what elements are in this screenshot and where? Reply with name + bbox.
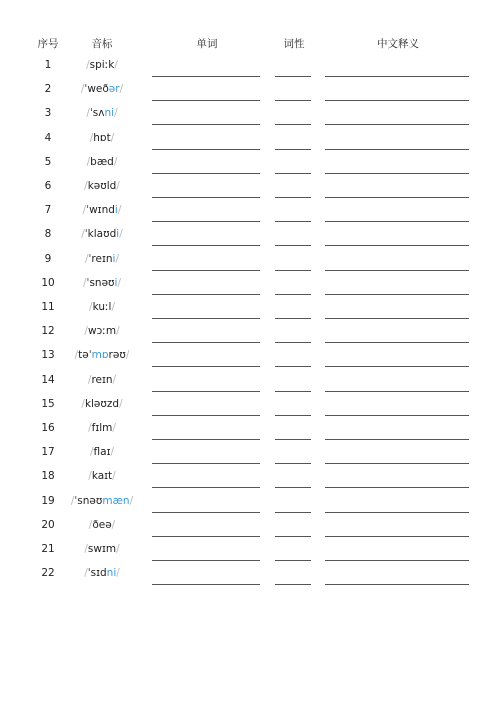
- list-item: [0, 176, 500, 200]
- word-answer-line[interactable]: [152, 584, 260, 585]
- word-answer-line[interactable]: [152, 463, 260, 464]
- meaning-answer-line[interactable]: [325, 439, 469, 440]
- phonetic-transcription: [84, 567, 120, 579]
- slash-mark: /: [84, 180, 88, 192]
- meaning-answer-line[interactable]: [325, 536, 469, 537]
- slash-mark: /: [70, 494, 75, 507]
- header-chinese-meaning: 中文释义: [377, 38, 419, 50]
- slash-mark: /: [84, 252, 89, 265]
- row-number: 22: [41, 567, 55, 580]
- phonetic-transcription: [90, 446, 114, 458]
- word-answer-line[interactable]: [152, 318, 260, 319]
- slash-mark: /: [84, 325, 88, 338]
- header-number: 序号: [37, 38, 59, 50]
- word-answer-line[interactable]: [152, 439, 260, 440]
- slash-mark: /: [84, 543, 88, 555]
- row-number: 10: [41, 276, 55, 289]
- word-answer-line[interactable]: [152, 487, 260, 488]
- row-number: 6: [44, 180, 52, 192]
- phonetic-transcription: [85, 253, 119, 265]
- phonetic-transcription: [83, 277, 121, 289]
- slash-mark: /: [86, 107, 90, 120]
- word-answer-line[interactable]: [152, 124, 260, 125]
- row-number: 21: [41, 543, 55, 555]
- part-of-speech-answer-line[interactable]: [275, 221, 311, 222]
- slash-mark: /: [116, 543, 120, 555]
- list-item: [0, 200, 500, 224]
- row-number: 14: [41, 373, 55, 386]
- word-answer-line[interactable]: [152, 149, 260, 150]
- meaning-answer-line[interactable]: [325, 270, 469, 271]
- row-number: 16: [41, 422, 55, 434]
- header-part-of-speech: 词性: [283, 38, 305, 50]
- phonetic-segment: flaɪ: [93, 446, 111, 459]
- phonetic-transcription: [81, 83, 123, 95]
- phonetic-transcription: [75, 349, 130, 361]
- slash-mark: /: [88, 518, 93, 531]
- phonetic-transcription: [86, 59, 118, 71]
- meaning-answer-line[interactable]: [325, 245, 469, 246]
- phonetic-transcription: [88, 374, 116, 386]
- part-of-speech-answer-line[interactable]: [275, 294, 311, 295]
- part-of-speech-answer-line[interactable]: [275, 415, 311, 416]
- slash-mark: /: [84, 567, 88, 580]
- word-answer-line[interactable]: [152, 415, 260, 416]
- meaning-answer-line[interactable]: [325, 173, 469, 174]
- list-item: [0, 466, 500, 490]
- phonetic-highlight: i: [114, 204, 118, 217]
- slash-mark: /: [89, 131, 94, 144]
- meaning-answer-line[interactable]: [325, 391, 469, 392]
- slash-mark: /: [110, 446, 115, 459]
- word-answer-line[interactable]: [152, 560, 260, 561]
- meaning-answer-line[interactable]: [325, 512, 469, 513]
- word-answer-line[interactable]: [152, 342, 260, 343]
- list-item: [0, 491, 500, 515]
- part-of-speech-answer-line[interactable]: [275, 584, 311, 585]
- part-of-speech-answer-line[interactable]: [275, 463, 311, 464]
- phonetic-highlight: i: [114, 276, 118, 289]
- row-number: 2: [44, 83, 52, 96]
- row-number: 8: [44, 228, 52, 241]
- part-of-speech-answer-line[interactable]: [275, 318, 311, 319]
- list-item: [0, 394, 500, 418]
- slash-mark: /: [114, 59, 118, 71]
- phonetic-segment: təˈ: [78, 349, 92, 362]
- row-number: 20: [41, 518, 55, 531]
- phonetic-highlight: ni: [106, 567, 117, 580]
- phonetic-transcription: [84, 543, 119, 555]
- phonetic-segment: fɪlm: [91, 422, 113, 434]
- list-item: [0, 297, 500, 321]
- row-number: 3: [44, 107, 52, 120]
- phonetic-segment: ˈsɪd: [87, 567, 107, 580]
- list-item: [0, 249, 500, 273]
- meaning-answer-line[interactable]: [325, 487, 469, 488]
- slash-mark: /: [111, 301, 115, 313]
- list-item: [0, 418, 500, 442]
- row-number: 13: [41, 349, 55, 362]
- slash-mark: /: [86, 59, 90, 71]
- row-number: 4: [44, 131, 52, 144]
- list-item: [0, 321, 500, 345]
- phonetic-transcription: [81, 228, 123, 240]
- row-number: 1: [44, 59, 52, 71]
- phonetic-highlight: mæn: [102, 494, 130, 507]
- row-number: 7: [44, 204, 52, 217]
- slash-mark: /: [89, 446, 94, 459]
- phonetic-segment: hɒt: [93, 131, 111, 144]
- slash-mark: /: [119, 397, 123, 410]
- slash-mark: /: [83, 276, 87, 289]
- slash-mark: /: [81, 397, 85, 410]
- meaning-answer-line[interactable]: [325, 366, 469, 367]
- word-answer-line[interactable]: [152, 536, 260, 537]
- list-item: [0, 539, 500, 563]
- row-number: 11: [41, 301, 55, 313]
- word-answer-line[interactable]: [152, 197, 260, 198]
- slash-mark: /: [114, 107, 118, 120]
- word-answer-line[interactable]: [152, 270, 260, 271]
- meaning-answer-line[interactable]: [325, 560, 469, 561]
- list-item: [0, 55, 500, 79]
- part-of-speech-answer-line[interactable]: [275, 512, 311, 513]
- phonetic-highlight: ər: [108, 83, 120, 96]
- part-of-speech-answer-line[interactable]: [275, 536, 311, 537]
- part-of-speech-answer-line[interactable]: [275, 366, 311, 367]
- word-answer-line[interactable]: [152, 245, 260, 246]
- phonetic-highlight: ni: [104, 107, 115, 120]
- phonetic-segment: ˈwɪnd: [86, 204, 115, 217]
- slash-mark: /: [111, 518, 116, 531]
- row-number: 19: [41, 494, 55, 507]
- slash-mark: /: [112, 422, 116, 434]
- slash-mark: /: [110, 131, 115, 144]
- phonetic-transcription: [84, 325, 119, 337]
- meaning-answer-line[interactable]: [325, 463, 469, 464]
- part-of-speech-answer-line[interactable]: [275, 173, 311, 174]
- slash-mark: /: [117, 204, 122, 217]
- list-item: [0, 370, 500, 394]
- phonetic-highlight: i: [116, 228, 120, 241]
- phonetic-transcription: [84, 180, 120, 192]
- phonetic-segment: kuːl: [92, 301, 112, 313]
- meaning-answer-line[interactable]: [325, 584, 469, 585]
- phonetic-transcription: [71, 495, 133, 507]
- slash-mark: /: [88, 422, 92, 434]
- phonetic-transcription: [87, 156, 118, 168]
- meaning-answer-line[interactable]: [325, 76, 469, 77]
- table-header: [0, 36, 500, 52]
- phonetic-segment: spiːk: [89, 59, 115, 71]
- phonetic-segment: rəʊ: [108, 349, 126, 362]
- slash-mark: /: [125, 349, 130, 362]
- part-of-speech-answer-line[interactable]: [275, 245, 311, 246]
- phonetic-segment: reɪn: [91, 373, 113, 386]
- phonetic-segment: ˈreɪn: [88, 252, 113, 265]
- slash-mark: /: [116, 180, 120, 192]
- slash-mark: /: [113, 155, 118, 168]
- phonetic-segment: ˈsnəʊ: [86, 276, 115, 289]
- part-of-speech-answer-line[interactable]: [275, 270, 311, 271]
- slash-mark: /: [89, 301, 93, 313]
- meaning-answer-line[interactable]: [325, 415, 469, 416]
- phonetic-highlight: mɒ: [91, 349, 109, 362]
- slash-mark: /: [82, 204, 87, 217]
- part-of-speech-answer-line[interactable]: [275, 76, 311, 77]
- phonetic-transcription: [90, 132, 115, 144]
- row-number: 15: [41, 397, 55, 410]
- phonetic-segment: wɔːm: [87, 325, 117, 338]
- row-number: 17: [41, 446, 55, 459]
- word-answer-line[interactable]: [152, 221, 260, 222]
- phonetic-segment: kləʊzd: [84, 397, 120, 410]
- slash-mark: /: [115, 252, 120, 265]
- meaning-answer-line[interactable]: [325, 149, 469, 150]
- row-number: 18: [41, 470, 55, 483]
- part-of-speech-answer-line[interactable]: [275, 560, 311, 561]
- meaning-answer-line[interactable]: [325, 100, 469, 101]
- phonetic-segment: ðeə: [92, 518, 112, 531]
- meaning-answer-line[interactable]: [325, 197, 469, 198]
- slash-mark: /: [112, 470, 116, 483]
- phonetic-segment: kəʊld: [87, 180, 117, 192]
- word-answer-line[interactable]: [152, 366, 260, 367]
- phonetic-segment: kaɪt: [91, 470, 113, 483]
- list-item: [0, 152, 500, 176]
- row-number: 5: [44, 155, 52, 168]
- slash-mark: /: [87, 373, 92, 386]
- part-of-speech-answer-line[interactable]: [275, 197, 311, 198]
- phonetic-segment: swɪm: [87, 543, 117, 555]
- word-answer-line[interactable]: [152, 100, 260, 101]
- list-item: [0, 128, 500, 152]
- slash-mark: /: [119, 83, 124, 96]
- list-item: [0, 345, 500, 369]
- meaning-answer-line[interactable]: [325, 294, 469, 295]
- meaning-answer-line[interactable]: [325, 342, 469, 343]
- phonetic-transcription: [81, 398, 122, 410]
- list-item: [0, 79, 500, 103]
- slash-mark: /: [112, 373, 117, 386]
- phonetic-highlight: i: [112, 252, 116, 265]
- phonetic-transcription: [88, 470, 115, 482]
- header-phonetic: 音标: [91, 38, 113, 50]
- phonetic-segment: ˈklaʊd: [84, 228, 117, 241]
- word-answer-line[interactable]: [152, 76, 260, 77]
- row-number: 9: [44, 252, 52, 265]
- slash-mark: /: [119, 228, 123, 241]
- part-of-speech-answer-line[interactable]: [275, 487, 311, 488]
- meaning-answer-line[interactable]: [325, 318, 469, 319]
- slash-mark: /: [81, 228, 85, 241]
- phonetic-transcription: [88, 422, 116, 434]
- part-of-speech-answer-line[interactable]: [275, 124, 311, 125]
- phonetic-segment: bæd: [90, 155, 114, 168]
- list-item: [0, 442, 500, 466]
- header-word: 单词: [196, 38, 218, 50]
- part-of-speech-answer-line[interactable]: [275, 342, 311, 343]
- phonetic-transcription: [86, 107, 117, 119]
- word-answer-line[interactable]: [152, 391, 260, 392]
- part-of-speech-answer-line[interactable]: [275, 391, 311, 392]
- slash-mark: /: [117, 276, 121, 289]
- word-answer-line[interactable]: [152, 173, 260, 174]
- slash-mark: /: [88, 470, 92, 483]
- phonetic-segment: ˈweð: [84, 83, 109, 96]
- word-answer-line[interactable]: [152, 294, 260, 295]
- meaning-answer-line[interactable]: [325, 124, 469, 125]
- phonetic-transcription: [83, 204, 122, 216]
- list-item: [0, 273, 500, 297]
- slash-mark: /: [80, 83, 85, 96]
- list-item: [0, 515, 500, 539]
- phonetic-transcription: [89, 519, 115, 531]
- list-item: [0, 224, 500, 248]
- meaning-answer-line[interactable]: [325, 221, 469, 222]
- slash-mark: /: [116, 567, 120, 580]
- part-of-speech-answer-line[interactable]: [275, 149, 311, 150]
- part-of-speech-answer-line[interactable]: [275, 439, 311, 440]
- list-item: [0, 563, 500, 587]
- part-of-speech-answer-line[interactable]: [275, 100, 311, 101]
- slash-mark: /: [129, 494, 134, 507]
- phonetic-segment: ˈsʌ: [89, 107, 105, 120]
- phonetic-transcription: [89, 301, 115, 313]
- list-item: [0, 103, 500, 127]
- slash-mark: /: [116, 325, 120, 338]
- row-number: 12: [41, 325, 55, 338]
- word-answer-line[interactable]: [152, 512, 260, 513]
- slash-mark: /: [74, 349, 79, 362]
- slash-mark: /: [86, 155, 91, 168]
- phonetic-segment: ˈsnəʊ: [74, 494, 103, 507]
